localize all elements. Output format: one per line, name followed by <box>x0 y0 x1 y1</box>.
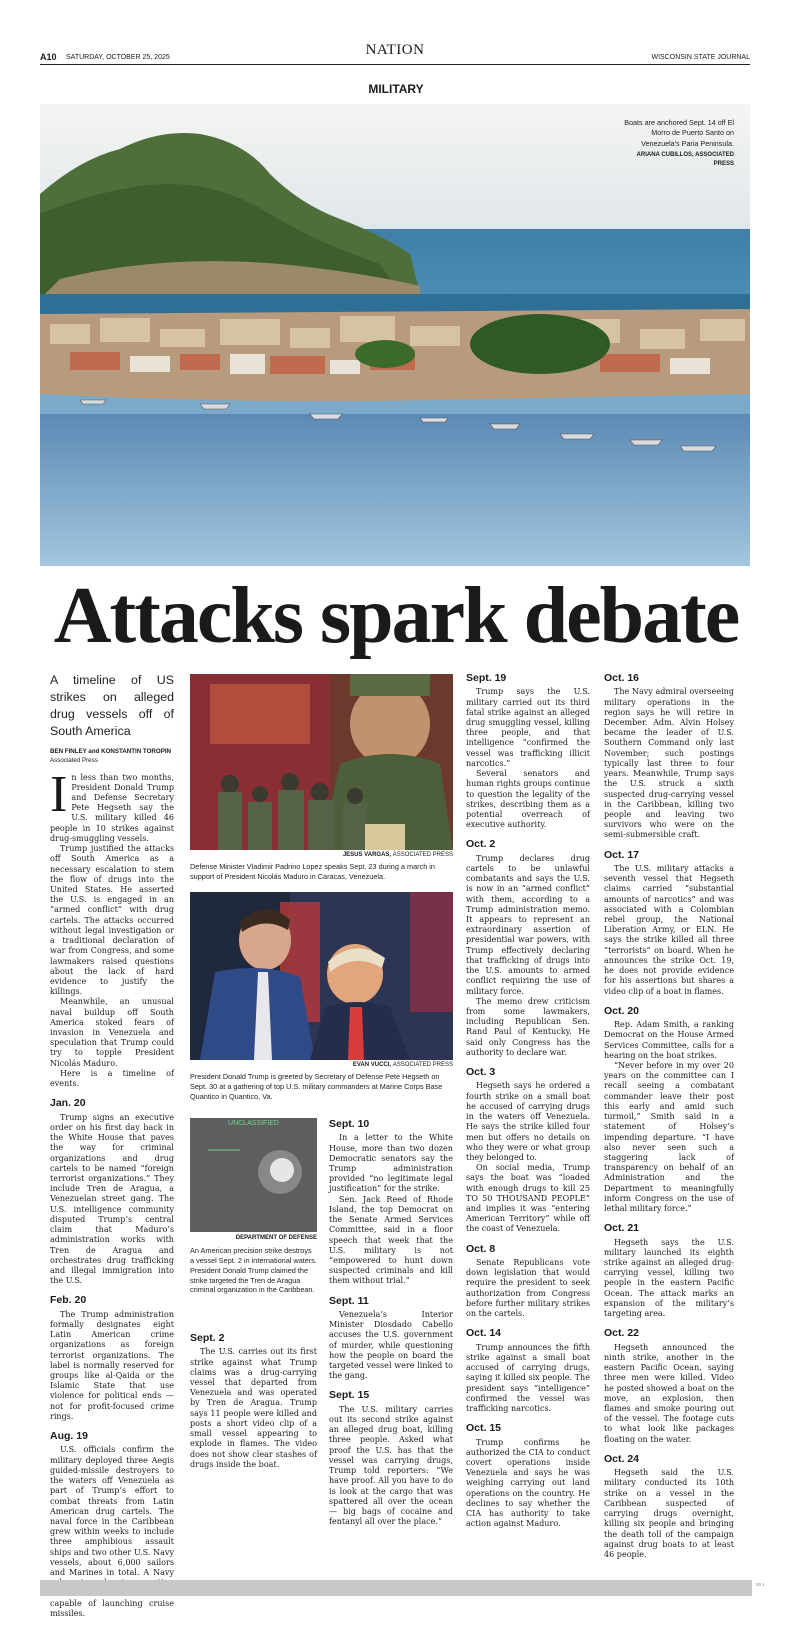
entry-text: Rep. Adam Smith, a ranking Democrat on the House Armed Services Committee, calls for a hearing on the boat strikes. <box>604 1020 734 1060</box>
entry-text: U.S. officials confirm the military deployed three Aegis guided-missile destroyers to the waters off Venezuela as part of Trump’s effort to combat threats from Latin American drug cartels. The naval force in the Caribbean grew within weeks to include three amphibious assault ships and two other U.S. Navy vessels, about 6,000 sailors and Marines in total. A Navy capable of launching cruise missiles. <box>50 1445 174 1618</box>
entry-head: Oct. 21 <box>604 1222 640 1235</box>
entry-text: Senate Republicans vote down legislation that would require the president to seek authorization from Congress before further military strikes on the cartels. <box>466 1258 590 1319</box>
intro-text <box>50 765 174 1090</box>
entry-head: Aug. 19 <box>50 1430 88 1443</box>
entry-head: Sept. 19 <box>466 672 507 684</box>
intro-paragraph: Trump justified the attacks off South America as a necessary escalation to stem the flow of drugs into the United States. He asserted the U.S. is engaged in an “armed conflict” with drug cartels. The attacks occurred without legal investigation or a traditional declaration of war from Congress, and some lawmakers raised questions about the lack of hard evidence to justify the killings. <box>50 844 174 997</box>
intro-lede <box>50 765 174 845</box>
credit-org: ASSOCIATED PRESS <box>392 1062 453 1068</box>
photo-credit-strike: DEPARTMENT OF DEFENSE <box>235 1235 317 1241</box>
entry-text: The memo drew criticism from some lawmakers, including Republican Sen. Rand Paul of Kentucky. He said only Congress has the authority to declare war. <box>466 996 590 1057</box>
top-photo-boats <box>40 104 750 566</box>
entry-text: Trump signs an executive order on his first day back in the White House that paves the way for criminal organizations and drug cartels to be named “foreign terrorist organizations.” They include Tren de Aragua, a Venezuelan street gang. The U.S. intelligence community disputed Trump’s central claim that Maduro’s administration works with Tren de Aragua and orchestrates drug trafficking and illegal immigration into the U.S. <box>50 1112 174 1286</box>
footer-code: 00 1 <box>756 1582 765 1587</box>
photo-credit-trump <box>190 1062 453 1068</box>
credit-org: ASSOCIATED PRESS <box>392 852 453 858</box>
column-4 <box>604 672 734 1560</box>
entry-text: Sen. Jack Reed of Rhode Island, the top Democrat on the Senate Armed Services Committee, said in a floor speech that week that the U.S. military is not “empowered to hunt down suspected criminals and kill them without trial.” <box>329 1194 453 1286</box>
entry-head: Oct. 24 <box>604 1452 640 1465</box>
entry-head: Jan. 20 <box>50 1097 86 1110</box>
credit-name: EVAN VUCCI, <box>352 1062 392 1068</box>
column-2b <box>329 1118 453 1527</box>
entry-text: On social media, Trump says the boat was “loaded with enough drugs to kill 25 TO 50 THOUSAND PEOPLE” and implies it was “entering American Territory” while off the coast of Venezuela. <box>466 1163 590 1234</box>
entry-text: Venezuela’s Interior Minister Diosdado Cabello accuses the U.S. government of murder, while questioning how the people on board the targeted vessel were linked to the gang. <box>329 1309 453 1381</box>
entry-text: Trump declares drug cartels to be unlawful combatants and says the U.S. is now in an “armed conflict” with them, according to a Trump administration memo. It appears to represent an extraordinary assertion of presidential war powers, with Trump effectively declaring that trafficking of drugs into the U.S. amounts to armed conflict requiring the use of military force. <box>466 853 590 996</box>
issue-date: SATURDAY, OCTOBER 25, 2025 <box>66 54 170 61</box>
entry-text: Hegseth said the U.S. military conducted its 10th strike on a vessel in the Caribbean suspected of carrying drugs overnight, killing six people and bringing the death toll of the campaign against drug boats to at least 46 people. <box>604 1468 734 1559</box>
entry-text: The U.S. carries out its first strike against what Trump claims was a drug-carrying vessel that departed from Venezuela and was operated by Tren de Aragua. Trump says 11 people were killed and posts a short video clip of a small vessel appearing to explode in flames. The video does not show clear stashes of drugs inside the boat. <box>190 1347 317 1469</box>
top-photo-caption-text: Boats are anchored Sept. 14 off El Morro de Puerto Santo on Venezuela's Paria Peninsula. <box>624 118 734 148</box>
entry-text: The Trump administration formally designates eight Latin American crime organizations as foreign terrorist organizations. The label is normally reserved for groups like al-Qaida or the Islamic State that use violence for political ends — not for profit-focused crime rings. <box>50 1309 174 1421</box>
entry-text: The Navy admiral overseeing military operations in the region says he will retire in December. Adm. Alvin Holsey became the leader of U.S. Southern Command only last November; such postings typically last three to four years. Meanwhile, Trump says the U.S. struck a sixth suspected drug-carrying vessel in the Caribbean, killing two people and leaving two survivors who were on the semi-submersible craft. <box>604 687 734 840</box>
photo-credit-padrino <box>190 852 453 858</box>
photo-strike-footage <box>190 1118 317 1232</box>
entry-text: Hegseth announced the ninth strike, another in the eastern Pacific Ocean, saying three men were killed. Video he posted showed a boat on the move, an explosion, then flames and smoke pouring out of the vessel. The footage cuts to what look like packages floating on the water. <box>604 1342 734 1444</box>
entry-head: Sept. 15 <box>329 1389 370 1402</box>
photo-caption-padrino: Defense Minister Vladimir Padrino Lopez speaks Sept. 23 during a march in support of President Nicolás Maduro in Caracas, Venezuela. <box>190 862 435 881</box>
top-photo-caption <box>624 118 734 169</box>
entry-head: Oct. 3 <box>466 1066 496 1079</box>
entry-text: Hegseth says the U.S. military launched its eighth strike against an alleged drug-carrying vessel, killing two people in the eastern Pacific Ocean. The attack marks an expansion of the military’s targeting area. <box>604 1237 734 1319</box>
entry-head: Sept. 10 <box>329 1118 370 1130</box>
entry-head: Oct. 15 <box>466 1422 502 1435</box>
credit-name: JESUS VARGAS, <box>342 852 392 858</box>
column-2a <box>190 1332 317 1470</box>
intro-paragraph: Meanwhile, an unusual naval buildup off South America stoked fears of invasion in Venezuela and speculation that Trump could try to topple President Nicolás Maduro. <box>50 997 174 1068</box>
byline-names: BEN FINLEY and KONSTANTIN TOROPIN <box>50 748 172 756</box>
paper-name: WISCONSIN STATE JOURNAL <box>651 54 750 61</box>
entry-text: Hegseth says he ordered a fourth strike on a small boat he accused of carrying drugs in the waters off Venezuela. He says the strike killed four men but offers no details on who they were or what group they belonged to. <box>466 1081 590 1162</box>
photo-caption-strike: An American precision strike destroys a vessel Sept. 2 in international waters. President Donald Trump claimed the strike targeted the Tren de Aragua criminal organization in the Caribbean. <box>190 1246 317 1295</box>
entry-head: Oct. 20 <box>604 1004 640 1017</box>
entry-text: Trump confirms he authorized the CIA to conduct covert operations inside Venezuela and says he was weighing carrying out land operations on the country. He declines to say whether the CIA has authority to take action against Maduro. <box>466 1437 590 1529</box>
drop-cap: I <box>50 765 68 823</box>
section-kicker: MILITARY <box>368 82 424 96</box>
entry-text: “Never before in my over 20 years on the committee can I recall seeing a combatant commander leave their post this early and amid such turmoil,” Smith said in a statement of Holsey’s impending departure. “I have also never seen such a staggering lack of transparency on behalf of an Administration and the Department to meaningfully inform Congress on the use of lethal military force.” <box>604 1060 734 1214</box>
section-name: NATION <box>365 42 425 58</box>
page-number: A10 <box>40 52 57 62</box>
byline <box>50 748 174 764</box>
entry-text: In a letter to the White House, more than two dozen Democratic senators say the Trump administration provided “no legitimate legal justification” for the strike. <box>329 1133 453 1194</box>
entry-text: Several senators and human rights groups continue to question the legality of the strikes, describing them as a potential overreach of executive authority. <box>466 769 590 830</box>
photo-trump-hegseth <box>190 892 453 1060</box>
column-1 <box>50 672 174 1619</box>
entry-text: The U.S. military attacks a seventh vessel that Hegseth claims carried “substantial amounts of narcotics” and was associated with a Colombian rebel group, the National Liberation Army, or ELN. He says the strike killed all three “terrorists” on board. When he announces the strike Oct. 19, he does not provide evidence for his assertions but shares a video clip of a boat in flames. <box>604 863 734 996</box>
photo-caption-trump: President Donald Trump is greeted by Secretary of Defense Pete Hegseth on Sept. 30 at a gathering of top U.S. military commanders at Marine Corps Base Quantico in Quantico, Va. <box>190 1072 443 1101</box>
entry-head: Oct. 8 <box>466 1242 496 1255</box>
photo-padrino-rally <box>190 674 453 850</box>
column-3 <box>466 672 590 1530</box>
entry-head: Feb. 20 <box>50 1294 87 1307</box>
entry-head: Oct. 16 <box>604 672 640 684</box>
headline: Attacks spark debate <box>53 572 739 660</box>
intro-paragraph: Here is a timeline of events. <box>50 1068 174 1089</box>
entry-head: Sept. 2 <box>190 1332 225 1344</box>
footage-overlay-label: UNCLASSIFIED <box>228 1120 279 1127</box>
folio-bar <box>40 42 750 65</box>
byline-org: Associated Press <box>50 756 98 764</box>
entry-head: Oct. 17 <box>604 848 640 861</box>
entry-head: Oct. 22 <box>604 1327 640 1340</box>
intro-lede-text: n less than two months, President Donald Trump and Defense Secretary Pete Hegseth say the U.S. military killed 46 people in 10 strikes against drug-smuggling vessels. <box>50 772 174 843</box>
footer-ad-strip <box>40 1580 752 1596</box>
entry-text: Trump announces the fifth strike against a small boat accused of carrying drugs, saying it killed six people. The president says “intelligence” confirmed the vessel was trafficking narcotics. <box>466 1342 590 1413</box>
entry-head: Oct. 14 <box>466 1327 502 1340</box>
top-photo-credit: ARIANA CUBILLOS, ASSOCIATED PRESS <box>636 152 734 167</box>
entry-text: The U.S. military carries out its second strike against an alleged drug boat, killing three people. Asked what proof the U.S. has that the vessel was carrying drugs, Trump told reporters: “We have proof. All you have to do is look at the cargo that was spattered all over the ocean — big bags of cocaine and fentanyl all over the place.” <box>329 1404 453 1527</box>
entry-text: Trump says the U.S. military carried out its third fatal strike against an alleged drug smuggling vessel, killing three people, and that intelligence “confirmed the vessel was trafficking illicit narcotics.” <box>466 687 590 768</box>
entry-head: Oct. 2 <box>466 838 496 851</box>
entry-head: Sept. 11 <box>329 1294 369 1307</box>
deck: A timeline of US strikes on alleged drug vessels off of South America <box>50 673 174 739</box>
